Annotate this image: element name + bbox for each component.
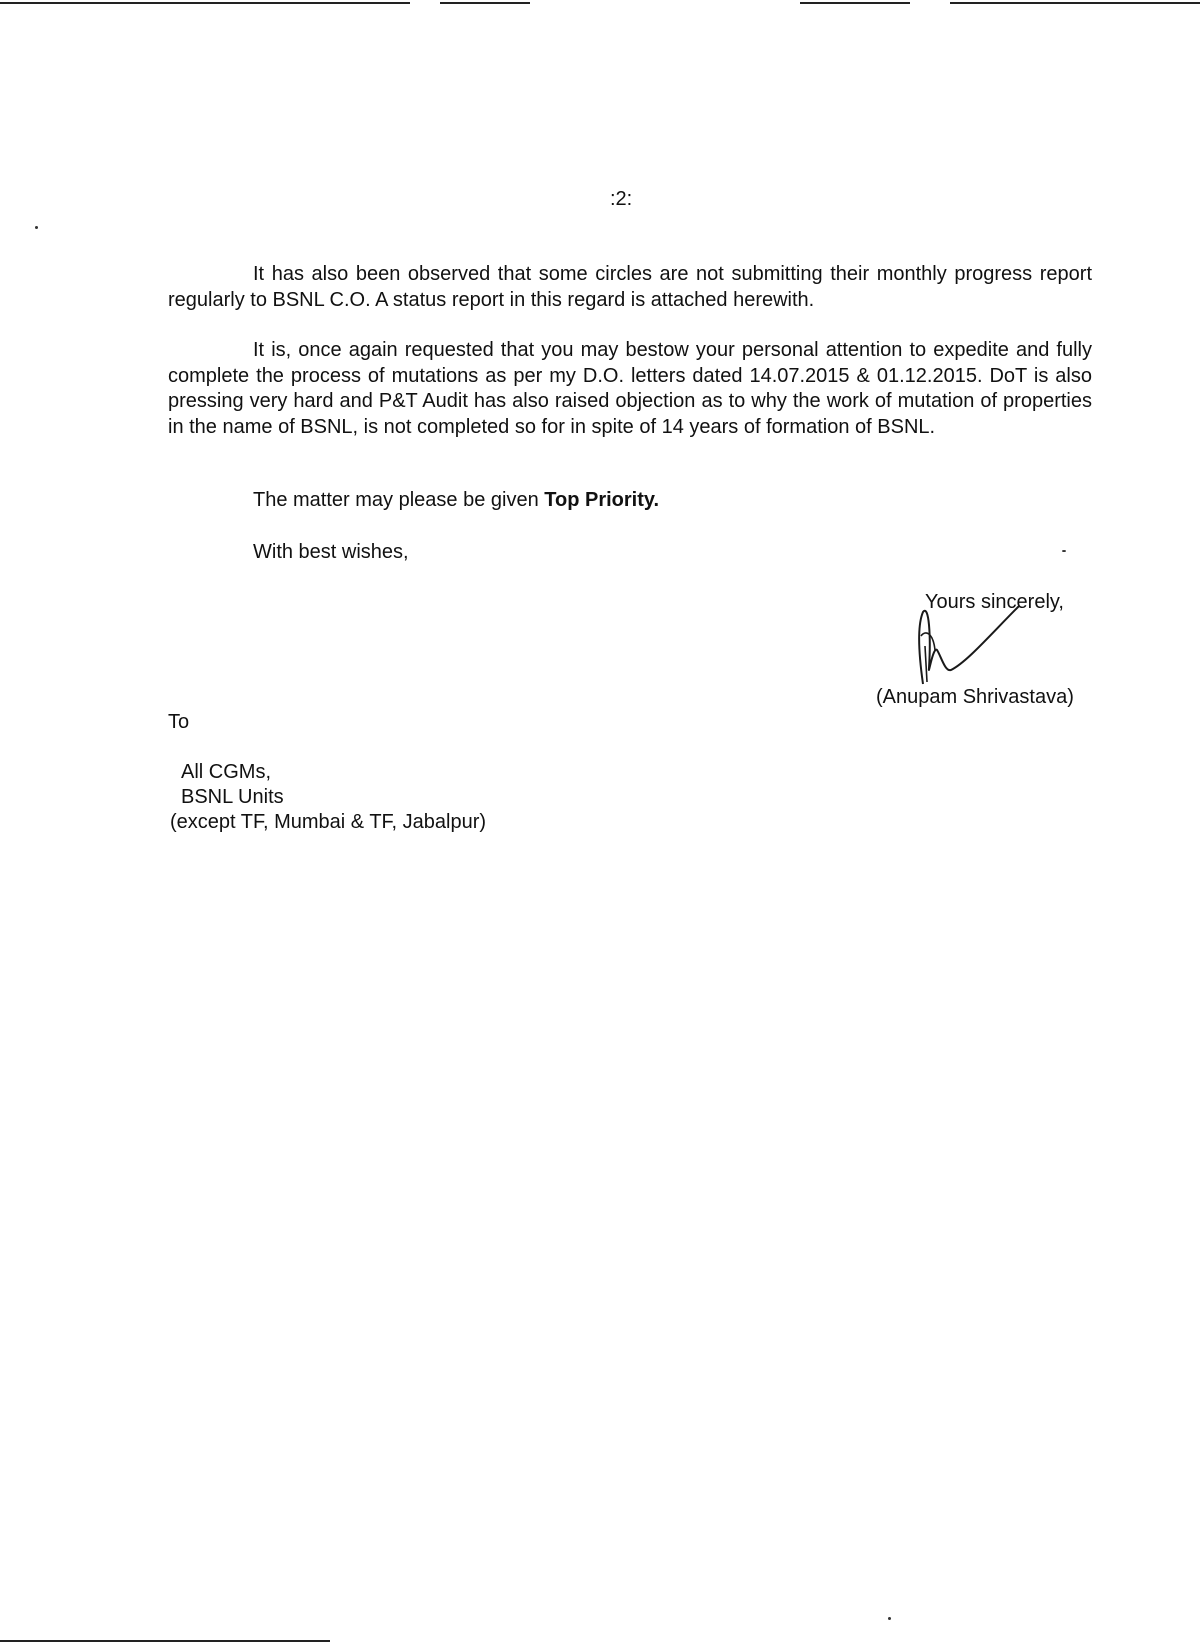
body-paragraph-mutation-request: It is, once again requested that you may bestow your personal attention to expedite and fully complete the process of mutations as per my D.O. letters dated 14.07.2015 & 01.12.2015. DoT is also pressing very hard and P&T Audit has also raised objection as to why the work of mutation of properties in the name of BSNL, is not completed so for in spite of 14 years of formation of BSNL. bbox=[168, 339, 1092, 438]
page-number: :2: bbox=[610, 188, 633, 210]
scan-border-line bbox=[0, 1640, 330, 1642]
recipient-line-1: All CGMs, bbox=[181, 761, 271, 783]
priority-prefix: The matter may please be given bbox=[253, 489, 545, 511]
signatory-name: (Anupam Shrivastava) bbox=[876, 686, 1074, 708]
recipient-to-label: To bbox=[168, 711, 190, 733]
priority-emphasis: Top Priority. bbox=[544, 489, 660, 511]
scan-border-line bbox=[440, 2, 530, 4]
recipient-line-3: (except TF, Mumbai & TF, Jabalpur) bbox=[170, 811, 487, 833]
recipient-line-2: BSNL Units bbox=[181, 786, 284, 808]
scan-speck bbox=[888, 1617, 891, 1620]
priority-line bbox=[253, 489, 659, 512]
scan-speck bbox=[1062, 550, 1066, 552]
best-wishes: With best wishes, bbox=[253, 541, 409, 563]
scan-speck bbox=[35, 226, 38, 229]
scan-border-line bbox=[950, 2, 1200, 4]
scan-border-line bbox=[800, 2, 910, 4]
scan-border-line bbox=[0, 2, 410, 4]
closing-salutation: Yours sincerely, bbox=[925, 591, 1064, 613]
handwritten-signature bbox=[915, 606, 1035, 688]
body-paragraph-status-report: It has also been observed that some circles are not submitting their monthly progress report regularly to BSNL C.O. A status report in this regard is attached herewith. bbox=[168, 263, 1092, 311]
